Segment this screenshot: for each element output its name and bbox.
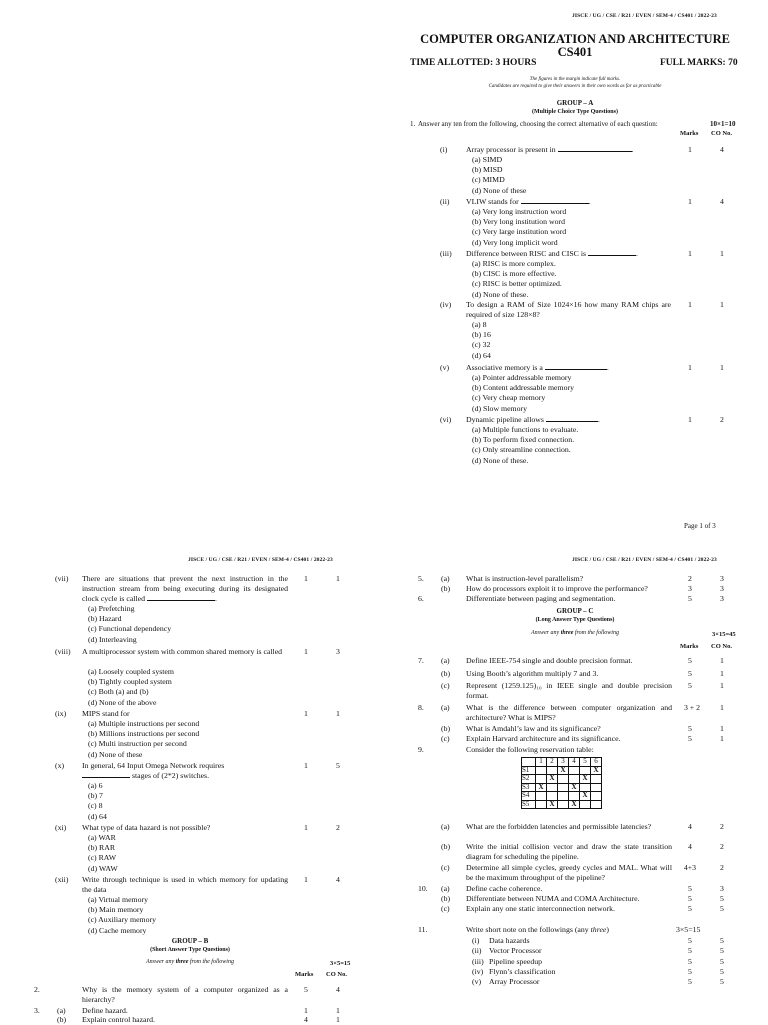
res-cell [558, 792, 569, 801]
mcq-question [82, 709, 288, 719]
mcq-option: (b) Hazard [88, 614, 122, 624]
res-cell [569, 792, 580, 801]
mcq-number: (ix) [55, 709, 67, 718]
res-cell [569, 766, 580, 775]
q11-post: ) [606, 925, 609, 934]
sub-question: Array Processor [489, 977, 540, 987]
mcq-option: (b) Very long institution word [472, 217, 565, 227]
sub-marks: 5 [688, 894, 692, 903]
res-col-header: 1 [536, 758, 547, 767]
res-cell [547, 783, 558, 792]
sub-label: (a) [441, 656, 450, 665]
reservation-table [521, 757, 602, 809]
res-cell [591, 775, 602, 784]
sub-label: (ii) [472, 946, 482, 956]
mcq-option: (b) RAR [88, 843, 116, 853]
mcq-option: (a) Prefetching [88, 604, 135, 613]
question-text [466, 925, 609, 935]
qb5a-marks: 2 [688, 574, 692, 583]
sub-marks: 4 [688, 822, 692, 831]
sub-label: (b) [441, 724, 451, 733]
mcq-co: 3 [336, 647, 340, 656]
mcq-question [82, 823, 288, 833]
sub-co: 1 [720, 681, 724, 690]
res-row [522, 783, 602, 792]
res-stage: S5 [522, 800, 536, 809]
mcq-number: (iv) [440, 300, 452, 309]
res-cell [536, 775, 547, 784]
col-marks-b: Marks [295, 971, 314, 978]
qb5a-co: 3 [720, 574, 724, 583]
mcq-option: (c) Functional dependency [88, 624, 172, 634]
mcq-option: (c) 8 [88, 801, 103, 811]
sub-question: Explain any one static interconnection network. [466, 904, 615, 913]
res-cell [547, 792, 558, 801]
mcq-co: 4 [336, 875, 340, 884]
res-cell: X [547, 775, 558, 784]
sub-question: Data hazards [489, 936, 530, 945]
sub-marks: 5 [688, 884, 692, 893]
res-cell: X [569, 800, 580, 809]
mcq-number: (v) [440, 363, 450, 372]
res-cell [591, 800, 602, 809]
qb6-number: 6. [418, 594, 424, 603]
res-stage: S1 [522, 766, 536, 775]
sub-label: (c) [441, 863, 450, 872]
mcq-option: (b) 7 [88, 791, 103, 801]
sub-question: Differentiate between NUMA and COMA Architecture. [466, 894, 640, 903]
mcq-question-text: What type of data hazard is not possible? [82, 823, 211, 832]
res-cell [580, 783, 591, 792]
group-c-marks: 3×15=45 [712, 631, 736, 638]
res-cell: X [591, 766, 602, 775]
mcq-question-text-2: stages of (2*2) switches. [130, 771, 210, 780]
mcq-number: (vii) [55, 574, 69, 583]
q11-pre: Write short note on the followings (any [466, 925, 591, 934]
mcq-option: (d) Cache memory [88, 925, 147, 935]
res-cell [558, 800, 569, 809]
sub-co: 3 [720, 884, 724, 893]
group-c-instruction: Answer any three from the following [531, 630, 619, 636]
res-cell [558, 775, 569, 784]
res-cell [591, 783, 602, 792]
mcq-option: (a) 6 [88, 781, 103, 790]
col-marks: Marks [680, 130, 699, 137]
mcq-option: (d) None of these [472, 185, 527, 195]
mcq-co: 5 [336, 761, 340, 770]
mcq-question-text: In general, 64 Input Omega Network requires [82, 761, 225, 770]
mcq-option: (a) Pointer addressable memory [472, 373, 572, 382]
sub-marks: 5 [688, 724, 692, 733]
header-code: JISCE / UG / CSE / R21 / EVEN / SEM-4 / CS401 / 2022-23 [572, 13, 717, 19]
qb3a-marks: 1 [304, 1006, 308, 1015]
mcq-question-text: MIPS stand for [82, 709, 130, 718]
sub-label: (b) [441, 842, 451, 851]
qb2-number: 2. [34, 985, 40, 994]
mcq-option: (d) 64 [88, 811, 107, 821]
res-col-header: 6 [591, 758, 602, 767]
mcq-number: (i) [440, 145, 448, 154]
time-allotted: TIME ALLOTTED: 3 HOURS [410, 58, 537, 68]
qb3b-label: (b) [57, 1015, 67, 1024]
mcq-option: (c) RISC is better optimized. [472, 279, 562, 289]
sub-label: (c) [441, 734, 450, 743]
qb6-text: Differentiate between paging and segmentation. [466, 594, 616, 603]
res-stage: S3 [522, 783, 536, 792]
group-c-subtitle: (Long Answer Type Questions) [535, 617, 615, 623]
qb3b-marks: 4 [304, 1015, 308, 1024]
res-cell [558, 783, 569, 792]
sub-label: (b) [441, 894, 451, 903]
question-text: Consider the following reservation table: [466, 745, 594, 754]
mcq-option: (c) 32 [472, 340, 491, 350]
q1-number: 1. [410, 120, 416, 128]
res-stage: S4 [522, 792, 536, 801]
res-stage: S2 [522, 775, 536, 784]
mcq-option: (c) Both (a) and (b) [88, 687, 149, 697]
answer-blank [546, 421, 598, 422]
mcq-question: Dynamic pipeline allows . [466, 415, 600, 424]
res-header-row [522, 758, 602, 767]
qb5-number: 5. [418, 574, 424, 583]
sub-marks: 5 [688, 904, 692, 913]
qb6-co: 3 [720, 594, 724, 603]
answer-blank [147, 600, 215, 601]
mcq-co: 1 [720, 300, 724, 309]
mcq-question-text: Array processor is present in [466, 145, 556, 154]
sub-label: (i) [472, 936, 480, 945]
page-footer: Page 1 of 3 [684, 522, 716, 530]
mcq-option: (b) 16 [472, 330, 491, 340]
mcq-option: (b) Millions instructions per second [88, 729, 200, 739]
mcq-marks: 1 [304, 574, 308, 583]
sub-co: 1 [720, 724, 724, 733]
mcq-question-text: Write through technique is used in which memory for updating the data [82, 875, 288, 894]
mcq-co: 1 [336, 709, 340, 718]
group-b-title: GROUP – B [171, 937, 209, 945]
group-b-instruction: Answer any three from the following [146, 959, 234, 965]
mcq-option: (c) MIMD [472, 175, 505, 185]
res-cell [580, 800, 591, 809]
mcq-co: 1 [720, 249, 724, 258]
sub-co: 5 [720, 936, 724, 945]
group-a-title: GROUP – A [556, 99, 594, 107]
note-figures: The figures in the margin indicate full marks. [529, 77, 621, 82]
group-a-subtitle: (Multiple Choice Type Questions) [532, 109, 618, 115]
sub-question: Vector Processor [489, 946, 542, 956]
question-number: 11. [418, 925, 428, 934]
sub-label: (b) [441, 669, 451, 678]
answer-blank [82, 777, 130, 778]
mcq-number: (xi) [55, 823, 67, 832]
qb2-marks: 5 [304, 985, 308, 994]
mcq-option: (a) Virtual memory [88, 895, 149, 904]
mcq-marks: 1 [304, 875, 308, 884]
res-cell [580, 766, 591, 775]
sub-question: Represent (1259.125)₁₀ in IEEE single and double precision format. [466, 681, 672, 700]
mcq-option: (b) CISC is more effective. [472, 269, 557, 279]
sub-label: (iii) [472, 956, 484, 966]
mcq-number: (viii) [55, 647, 71, 656]
sub-label: (a) [441, 703, 450, 712]
sub-question: Pipeline speedup [489, 956, 543, 966]
sub-co: 1 [720, 703, 724, 712]
res-col-header: 2 [547, 758, 558, 767]
full-marks: FULL MARKS: 70 [660, 58, 738, 68]
mcq-co: 1 [720, 363, 724, 372]
sub-question: Using Booth’s algorithm multiply 7 and 3. [466, 669, 599, 678]
qb3a-text: Define hazard. [82, 1006, 128, 1015]
mcq-option: (c) RAW [88, 853, 117, 863]
mcq-number: (ii) [440, 197, 450, 206]
mcq-option: (c) Very cheap memory [472, 393, 546, 403]
qb5b-marks: 3 [688, 584, 692, 593]
mcq-question [466, 300, 671, 320]
res-cell: X [580, 792, 591, 801]
sub-co: 5 [720, 894, 724, 903]
res-cell [547, 766, 558, 775]
sub-question: What is Amdahl’s law and its significance? [466, 724, 601, 733]
mcq-option: (d) None of these. [472, 455, 529, 465]
mcq-option: (d) None of these. [472, 289, 529, 299]
sub-marks: 3 + 2 [683, 703, 701, 712]
sub-marks: 5 [688, 966, 692, 976]
res-corner [522, 758, 536, 767]
answer-blank [521, 203, 589, 204]
mcq-option: (a) Loosely coupled system [88, 667, 174, 676]
sub-question: Flynn’s classification [489, 966, 556, 976]
answer-blank [545, 369, 607, 370]
qb3a-label: (a) [57, 1006, 66, 1015]
sub-co: 5 [720, 956, 724, 966]
question-number: 7. [418, 656, 424, 665]
sub-label: (c) [441, 681, 450, 690]
qb3a-co: 1 [336, 1006, 340, 1015]
sub-label: (c) [441, 904, 450, 913]
sub-co: 2 [720, 842, 724, 851]
qb3b-text: Explain control hazard. [82, 1015, 155, 1024]
mcq-question-text: To design a RAM of Size 1024×16 how many RAM chips are required of size 128×8? [466, 300, 671, 319]
mcq-marks: 1 [304, 761, 308, 770]
qb5a-label: (a) [441, 574, 450, 583]
res-cell [536, 800, 547, 809]
res-col-header: 5 [580, 758, 591, 767]
sub-question: Write the initial collision vector and draw the state transition diagram for scheduling the pipeline. [466, 842, 672, 861]
mcq-marks: 1 [688, 415, 692, 424]
mcq-option: (d) Very long implicit word [472, 237, 558, 247]
mcq-marks: 1 [688, 197, 692, 206]
mcq-co: 4 [720, 197, 724, 206]
answer-blank [588, 255, 636, 256]
mcq-co: 4 [720, 145, 724, 154]
mcq-option: (d) Interleaving [88, 634, 137, 644]
mcq-option: (c) Multi instruction per second [88, 739, 187, 749]
res-cell: X [558, 766, 569, 775]
mcq-option: (b) Content addressable memory [472, 383, 574, 393]
col-marks-c: Marks [680, 643, 699, 650]
q1-instruction: Answer any ten from the following, choosing the correct alternative of each question: [418, 120, 658, 128]
group-b-subtitle: (Short Answer Type Questions) [150, 947, 230, 953]
sub-marks: 5 [688, 656, 692, 665]
mcq-number: (iii) [440, 249, 452, 258]
res-cell [536, 792, 547, 801]
mcq-option: (a) SIMD [472, 155, 503, 164]
mcq-co: 2 [336, 823, 340, 832]
mcq-option: (d) None of these [88, 749, 143, 759]
mcq-question-text: VLIW stands for [466, 197, 519, 206]
qb3-number: 3. [34, 1006, 40, 1015]
qb2-co: 4 [336, 985, 340, 994]
sub-marks: 5 [688, 946, 692, 956]
question-number: 9. [418, 745, 424, 754]
col-co: CO No. [711, 130, 732, 137]
header-code-p3: JISCE / UG / CSE / R21 / EVEN / SEM-4 / CS401 / 2022-23 [572, 557, 717, 563]
mcq-option: (b) Tightly coupled system [88, 677, 172, 687]
mcq-marks: 1 [688, 145, 692, 154]
mcq-option: (b) To perform fixed connection. [472, 435, 575, 445]
mcq-question: Difference between RISC and CISC is . [466, 249, 638, 258]
res-cell: X [547, 800, 558, 809]
res-cell [591, 792, 602, 801]
mcq-number: (xii) [55, 875, 69, 884]
sub-question: What is the difference between computer organization and architecture? What is MIPS? [466, 703, 672, 722]
mcq-option: (a) Multiple functions to evaluate. [472, 425, 579, 434]
qb5a-text: What is instruction-level parallelism? [466, 574, 584, 583]
qb2-text: Why is the memory system of a computer organized as a hierarchy? [82, 985, 288, 1004]
sub-co: 2 [720, 822, 724, 831]
mcq-option: (a) Multiple instructions per second [88, 719, 200, 728]
res-cell [569, 775, 580, 784]
col-co-b: CO No. [326, 971, 347, 978]
sub-question: What are the forbidden latencies and permissible latencies? [466, 822, 652, 831]
sub-co: 1 [720, 656, 724, 665]
sub-label: (iv) [472, 966, 484, 976]
mcq-question-text: A multiprocessor system with common shared memory is called [82, 647, 283, 656]
sub-co: 5 [720, 977, 724, 987]
group-c-title: GROUP – C [556, 607, 594, 615]
sub-marks: 5 [688, 669, 692, 678]
mcq-co: 1 [336, 574, 340, 583]
question-number: 8. [418, 703, 424, 712]
mcq-option: (b) MISD [472, 165, 503, 175]
res-row [522, 800, 602, 809]
q1-marks: 10×1=10 [710, 120, 736, 128]
mcq-option: (b) Main memory [88, 905, 144, 915]
question-number: 10. [418, 884, 428, 893]
header-code-p2: JISCE / UG / CSE / R21 / EVEN / SEM-4 / CS401 / 2022-23 [188, 557, 333, 563]
qb6-marks: 5 [688, 594, 692, 603]
res-cell: X [569, 783, 580, 792]
mcq-option: (c) Only streamline connection. [472, 445, 571, 455]
sub-co: 1 [720, 734, 724, 743]
mcq-option: (c) Auxiliary memory [88, 915, 156, 925]
sub-label: (a) [441, 884, 450, 893]
mcq-question-text: Associative memory is a [466, 363, 543, 372]
note-candidates: Candidates are required to give their answers in their own words as far as practicable [488, 84, 662, 89]
answer-blank [558, 151, 632, 152]
mcq-question: There are situations that prevent the next instruction in the instruction stream from being executing during its designated clock cycle is called . [82, 574, 288, 603]
res-cell: X [580, 775, 591, 784]
mcq-option: (d) WAW [88, 863, 118, 873]
qb5b-text: How do processors exploit it to improve the performance? [466, 584, 648, 593]
sub-question: Explain Harvard architecture and its significance. [466, 734, 621, 743]
course-code: CS401 [557, 45, 593, 59]
exam-title: COMPUTER ORGANIZATION AND ARCHITECTURE [420, 32, 730, 46]
mcq-option: (d) 64 [472, 350, 491, 360]
col-co-c: CO No. [711, 643, 732, 650]
q11-marks: 3×5=15 [676, 925, 701, 934]
mcq-marks: 1 [304, 823, 308, 832]
sub-co: 5 [720, 966, 724, 976]
res-row [522, 792, 602, 801]
mcq-question: Associative memory is a . [466, 363, 609, 372]
sub-question: Define IEEE-754 single and double precision format. [466, 656, 633, 665]
mcq-question-text: Difference between RISC and CISC is [466, 249, 587, 258]
sub-marks: 5 [688, 977, 692, 987]
sub-question: Determine all simple cycles, greedy cycles and MAL. What will be the maximum throughput of the pipeline? [466, 863, 672, 882]
sub-marks: 4+3 [683, 863, 697, 872]
mcq-question: Array processor is present in . [466, 145, 634, 154]
mcq-option: (c) Very large institution word [472, 227, 567, 237]
res-row [522, 775, 602, 784]
res-row [522, 766, 602, 775]
mcq-marks: 1 [688, 300, 692, 309]
mcq-option: (a) RISC is more complex. [472, 259, 556, 268]
qb5b-co: 3 [720, 584, 724, 593]
sub-co: 5 [720, 946, 724, 956]
mcq-co: 2 [720, 415, 724, 424]
mcq-option: (a) 8 [472, 320, 487, 329]
mcq-question [82, 647, 288, 657]
res-col-header: 4 [569, 758, 580, 767]
sub-co: 5 [720, 904, 724, 913]
mcq-option: (d) None of the above [88, 697, 157, 707]
sub-marks: 5 [688, 956, 692, 966]
mcq-marks: 1 [688, 249, 692, 258]
sub-marks: 4 [688, 842, 692, 851]
sub-label: (a) [441, 822, 450, 831]
mcq-marks: 1 [304, 709, 308, 718]
qb5b-label: (b) [441, 584, 451, 593]
mcq-marks: 1 [304, 647, 308, 656]
group-b-marks: 3×5=15 [330, 960, 351, 967]
res-col-header: 3 [558, 758, 569, 767]
sub-label: (v) [472, 977, 482, 987]
mcq-marks: 1 [688, 363, 692, 372]
sub-marks: 5 [688, 734, 692, 743]
sub-marks: 5 [688, 681, 692, 690]
sub-co: 1 [720, 669, 724, 678]
mcq-question: VLIW stands for . [466, 197, 591, 206]
mcq-option: (d) Slow memory [472, 403, 528, 413]
mcq-number: (vi) [440, 415, 452, 424]
mcq-option: (a) Very long instruction word [472, 207, 567, 216]
mcq-question [82, 761, 288, 781]
res-cell: X [536, 783, 547, 792]
q11-em: three [590, 925, 607, 934]
sub-co: 2 [720, 863, 724, 872]
mcq-question [82, 875, 288, 895]
sub-marks: 5 [688, 936, 692, 945]
mcq-question-text: There are situations that prevent the next instruction in the instruction stream from being executing during its designated clock cycle is called [82, 574, 288, 603]
qb3b-co: 1 [336, 1015, 340, 1024]
res-cell [536, 766, 547, 775]
mcq-question-text: Dynamic pipeline allows [466, 415, 544, 424]
mcq-option: (a) WAR [88, 833, 116, 842]
mcq-number: (x) [55, 761, 65, 770]
sub-question: Define cache coherence. [466, 884, 543, 893]
